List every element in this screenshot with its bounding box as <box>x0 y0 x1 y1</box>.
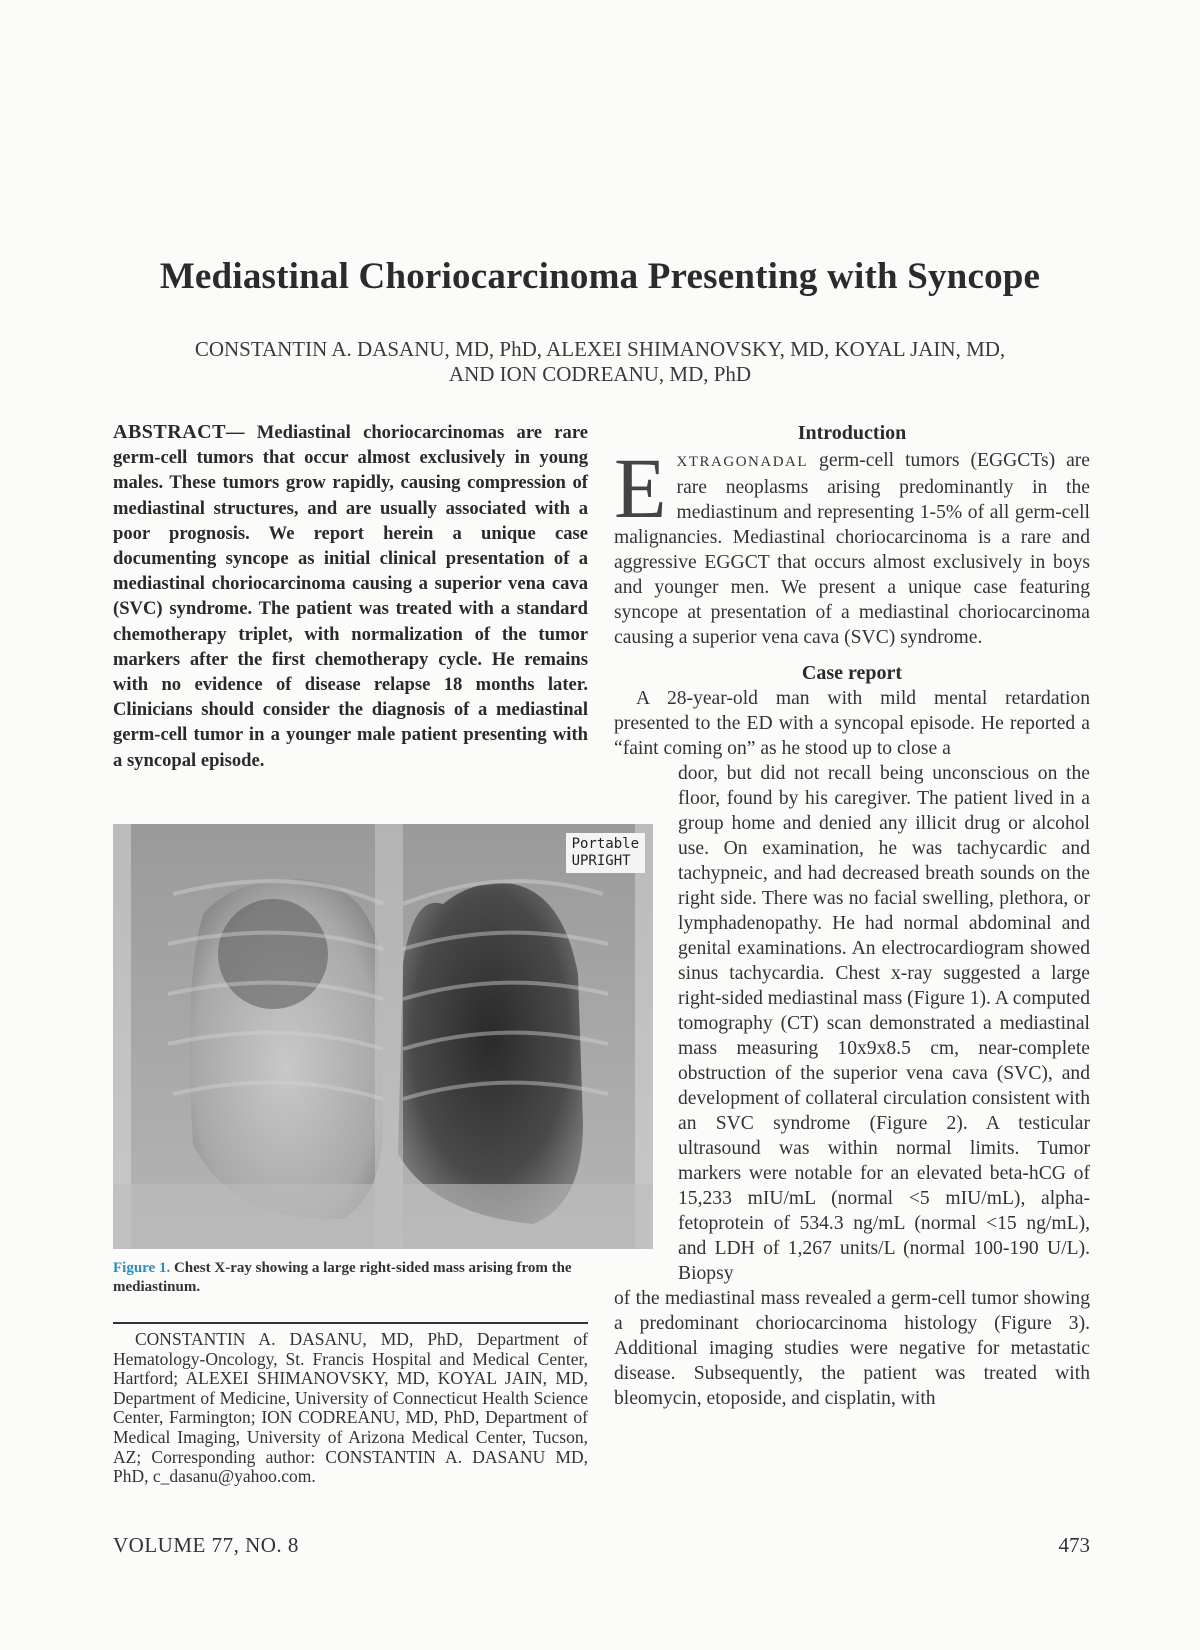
author-line-2: AND ION CODREANU, MD, PhD <box>448 362 752 386</box>
introduction-paragraph <box>614 440 1090 650</box>
case-report-heading: Case report <box>801 662 903 684</box>
chest-xray-figure <box>113 824 653 1249</box>
chest-xray-image <box>113 824 653 1249</box>
article-title: Mediastinal Choriocarcinoma Presenting with Syncope <box>159 256 1041 297</box>
case-report-paragraph-3: of the mediastinal mass revealed a germ-cell tumor showing a predominant choriocarcinoma histology (Figure 3). Additional imaging studies were negative for metastatic disease. Subsequently, the patient was treated with bleomycin, etoposide, and cisplatin, with <box>614 1288 1090 1409</box>
right-column <box>614 420 1090 1411</box>
introduction-smallcaps: XTRAGONADAL <box>676 454 809 470</box>
case-report-paragraph-1: A 28-year-old man with mild mental retardation presented to the ED with a syncopal episode. He reported a “faint coming on” as he stood up to close a <box>614 688 1090 759</box>
affiliation-divider <box>113 1322 588 1324</box>
footer-page-number: 473 <box>1058 1533 1090 1557</box>
figure-caption-text: Chest X-ray showing a large right-sided mass arising from the mediastinum. <box>113 1260 572 1295</box>
figure-caption <box>113 1259 613 1297</box>
xray-label-line-1: Portable <box>571 836 639 852</box>
introduction-text: germ-cell tumors (EGGCTs) are rare neoplasms arising predominantly in the mediastinum and representing 1-5% of all germ-cell malignancies. Mediastinal choriocarcinoma is a rare and aggressive EGGCT that occurs almost exclusively in boys and younger men. We present a unique case featuring syncope at presentation of a mediastinal choriocarcinoma causing a superior vena cava (SVC) syndrome. <box>614 450 1090 648</box>
abstract-text: — Mediastinal choriocarcinomas are rare germ-cell tumors that occur almost exclusively in young males. These tumors grow rapidly, causing compression of mediastinal structures, and are usually associated with a poor prognosis. We report herein a unique case documenting syncope as initial clinical presentation of a mediastinal choriocarcinoma causing a superior vena cava (SVC) syndrome. The patient was treated with a standard chemotherapy triplet, with normalization of the tumor markers after the first chemotherapy cycle. He remains with no evidence of disease relapse 18 months later. Clinicians should consider the diagnosis of a mediastinal germ-cell tumor in a younger male patient presenting with a syncopal episode. <box>113 422 588 771</box>
case-report-paragraph-2: door, but did not recall being unconscious on the floor, found by his caregiver. The patient lived in a group home and denied any illicit drug or alcohol use. On examination, he was tachycardic and tachypneic, and had decreased breath sounds on the right side. There was no facial swelling, plethora, or lymphadenopathy. He had normal abdominal and genital examinations. An electrocardiogram showed sinus tachycardia. Chest x-ray suggested a large right-sided mediastinal mass (Figure 1). A computed tomography (CT) scan demonstrated a mediastinal mass measuring 10x9x8.5 cm, near-complete obstruction of the superior vena cava (SVC), and development of collateral circulation consistent with an SVC syndrome (Figure 2). A testicular ultrasound was within normal limits. Tumor markers were notable for an elevated beta-hCG of 15,233 mIU/mL (normal <5 mIU/mL), alpha-fetoprotein of 534.3 ng/mL (normal <15 ng/mL), and LDH of 1,267 units/L (normal 100-190 U/L). Biopsy <box>678 763 1090 1284</box>
author-line-1: CONSTANTIN A. DASANU, MD, PhD, ALEXEI SHIMANOVSKY, MD, KOYAL JAIN, MD, <box>194 337 1006 361</box>
footer-volume: VOLUME 77, NO. 8 <box>113 1533 299 1557</box>
author-affiliations: CONSTANTIN A. DASANU, MD, PhD, Department of Hematology-Oncology, St. Francis Hospital and Medical Center, Hartford; ALEXEI SHIMANOVSKY, MD, KOYAL JAIN, MD, Department of Medicine, University of Connecticut Health Science Center, Farmington; ION CODREANU, MD, PhD, Department of Medical Imaging, University of Arizona Medical Center, Tucson, AZ; Corresponding author: CONSTANTIN A. DASANU MD, PhD, c_dasanu@yahoo.com. <box>113 1329 588 1487</box>
introduction-heading: Introduction <box>797 422 907 444</box>
drop-cap: E <box>614 440 667 536</box>
xray-label-line-2: UPRIGHT <box>571 853 631 869</box>
figure-caption-label: Figure 1. <box>113 1260 171 1276</box>
author-list <box>100 337 1100 387</box>
abstract <box>113 420 588 773</box>
abstract-label: ABSTRACT <box>113 421 226 443</box>
